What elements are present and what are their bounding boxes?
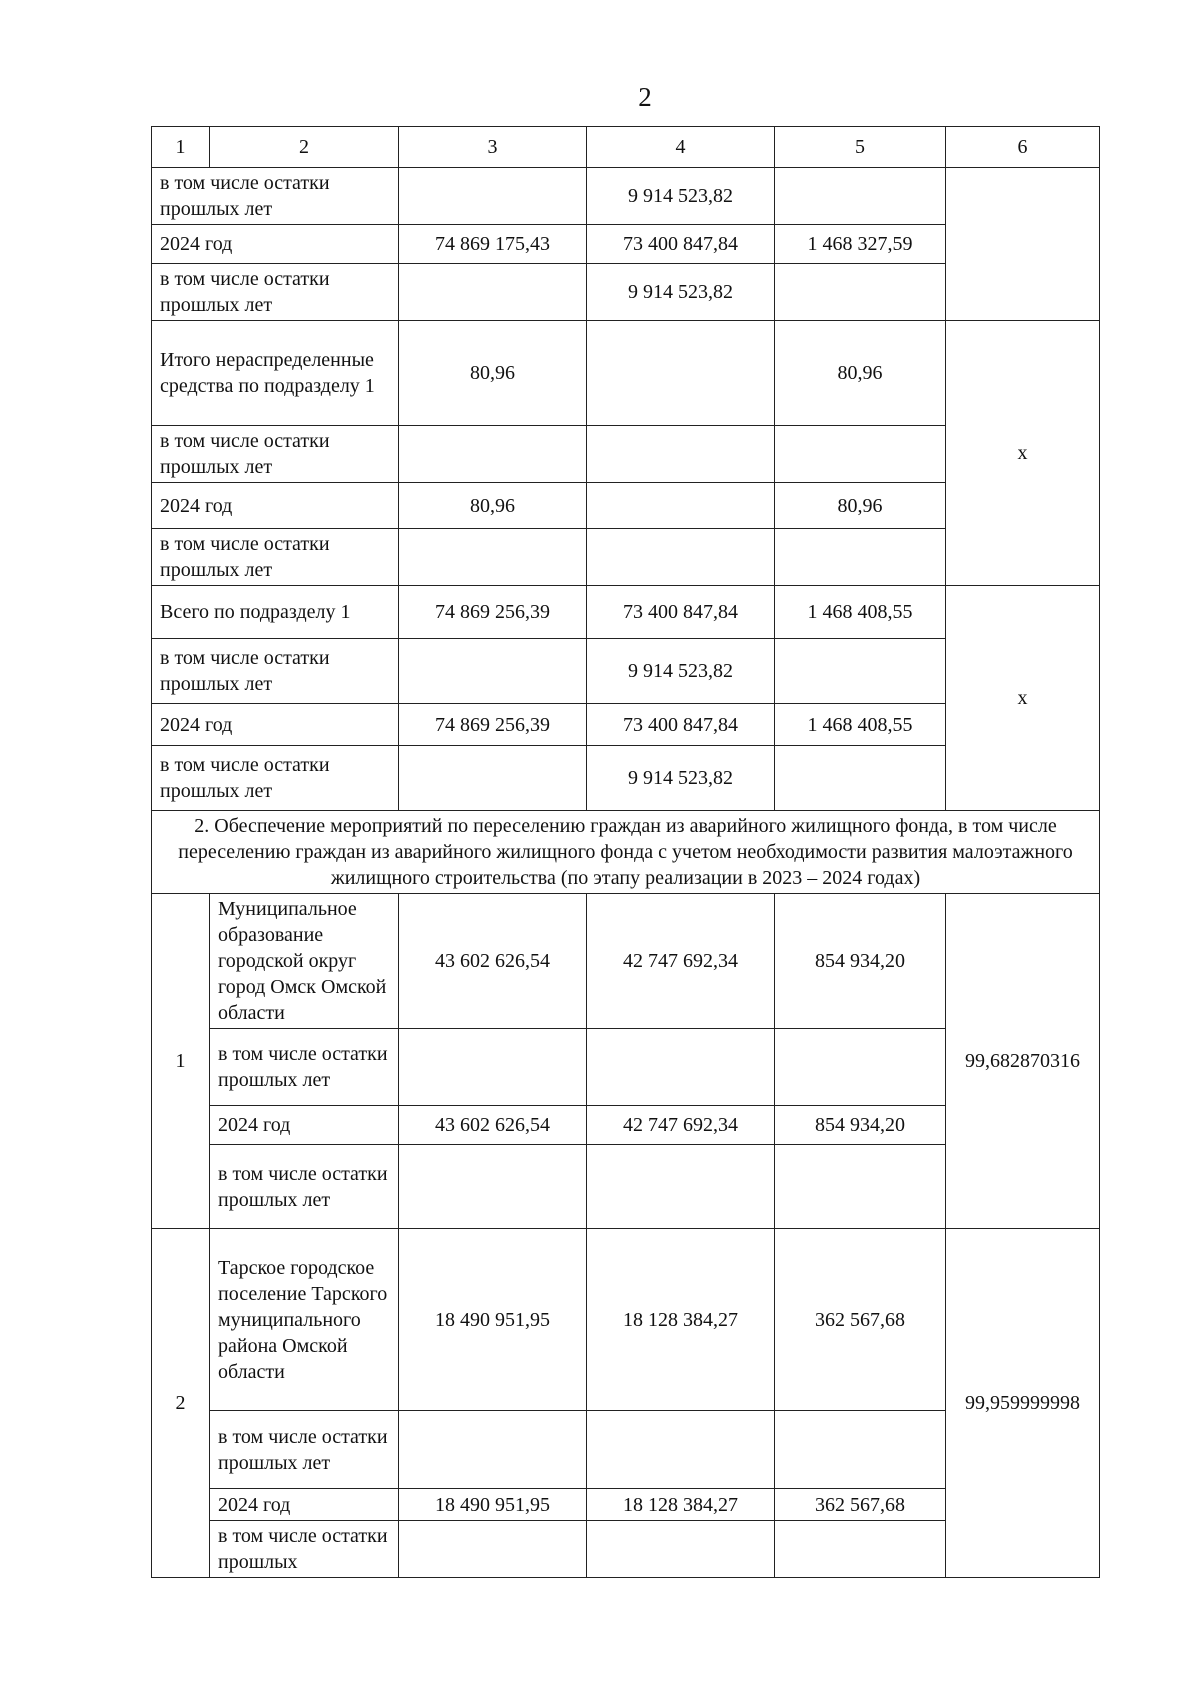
cell-col3 — [399, 1411, 587, 1489]
cell-col3: 80,96 — [399, 483, 587, 529]
cell-col5: 1 468 408,55 — [775, 704, 946, 746]
cell-col3: 74 869 256,39 — [399, 586, 587, 639]
row-label: 2024 год — [152, 483, 399, 529]
header-cell-4: 4 — [587, 127, 775, 168]
header-cell-2: 2 — [210, 127, 399, 168]
cell-col4 — [587, 321, 775, 426]
cell-col5 — [775, 168, 946, 225]
cell-col4: 42 747 692,34 — [587, 1106, 775, 1145]
cell-col6-mark: x — [946, 586, 1100, 811]
cell-col3 — [399, 1521, 587, 1578]
cell-col4 — [587, 426, 775, 483]
cell-col5: 362 567,68 — [775, 1489, 946, 1521]
cell-col5 — [775, 1411, 946, 1489]
row-label: в том числе остатки прошлых — [210, 1521, 399, 1578]
cell-col6-percent: 99,682870316 — [946, 894, 1100, 1229]
cell-col3 — [399, 639, 587, 704]
cell-col4 — [587, 529, 775, 586]
page-number: 2 — [638, 82, 652, 112]
cell-col5: 362 567,68 — [775, 1229, 946, 1411]
cell-col4: 73 400 847,84 — [587, 225, 775, 264]
cell-col4 — [587, 1521, 775, 1578]
row-label: 2024 год — [210, 1489, 399, 1521]
header-cell-5: 5 — [775, 127, 946, 168]
cell-col3: 80,96 — [399, 321, 587, 426]
row-label: Тарское городское поселение Тарского муниципального района Омской области — [210, 1229, 399, 1411]
cell-col4: 18 128 384,27 — [587, 1229, 775, 1411]
cell-col4 — [587, 1029, 775, 1106]
cell-col5 — [775, 529, 946, 586]
cell-col6-percent: 99,959999998 — [946, 1229, 1100, 1578]
row-label: в том числе остатки прошлых лет — [152, 529, 399, 586]
cell-col5: 80,96 — [775, 483, 946, 529]
row-label: Итого нераспределенные средства по подразделу 1 — [152, 321, 399, 426]
table-row — [152, 894, 1100, 1029]
row-label: в том числе остатки прошлых лет — [152, 426, 399, 483]
table-row — [152, 321, 1100, 426]
cell-col3: 18 490 951,95 — [399, 1489, 587, 1521]
cell-col4: 9 914 523,82 — [587, 264, 775, 321]
cell-col3 — [399, 529, 587, 586]
cell-col4: 73 400 847,84 — [587, 586, 775, 639]
row-label: Всего по подразделу 1 — [152, 586, 399, 639]
row-label: в том числе остатки прошлых лет — [210, 1145, 399, 1229]
cell-col5 — [775, 1029, 946, 1106]
row-label: в том числе остатки прошлых лет — [152, 639, 399, 704]
cell-col4: 9 914 523,82 — [587, 168, 775, 225]
row-label: в том числе остатки прошлых лет — [152, 264, 399, 321]
cell-col5: 854 934,20 — [775, 1106, 946, 1145]
row-label: 2024 год — [152, 704, 399, 746]
row-label: 2024 год — [152, 225, 399, 264]
cell-col3 — [399, 168, 587, 225]
table-row — [152, 1229, 1100, 1411]
cell-col4: 9 914 523,82 — [587, 639, 775, 704]
header-row — [152, 127, 1100, 168]
cell-col5: 1 468 327,59 — [775, 225, 946, 264]
table-row — [152, 168, 1100, 225]
cell-col5 — [775, 264, 946, 321]
row-label: 2024 год — [210, 1106, 399, 1145]
cell-col5: 1 468 408,55 — [775, 586, 946, 639]
cell-col4: 9 914 523,82 — [587, 746, 775, 811]
cell-col3 — [399, 1145, 587, 1229]
section-title: 2. Обеспечение мероприятий по переселению граждан из аварийного жилищного фонда, в том числе переселению граждан из аварийного жилищного фонда с учетом необходимости развития малоэтажного жилищного строительства (по этапу реализации в 2023 – 2024 годах) — [152, 811, 1100, 894]
header-cell-6: 6 — [946, 127, 1100, 168]
cell-col5 — [775, 1521, 946, 1578]
header-cell-3: 3 — [399, 127, 587, 168]
cell-col5 — [775, 426, 946, 483]
row-label: Муниципальное образование городской округ город Омск Омской области — [210, 894, 399, 1029]
cell-col5: 854 934,20 — [775, 894, 946, 1029]
cell-col3 — [399, 746, 587, 811]
cell-col4: 73 400 847,84 — [587, 704, 775, 746]
entry-number: 2 — [152, 1229, 210, 1578]
cell-col3 — [399, 426, 587, 483]
cell-col4 — [587, 1145, 775, 1229]
cell-col3: 43 602 626,54 — [399, 1106, 587, 1145]
row-label: в том числе остатки прошлых лет — [152, 168, 399, 225]
cell-col3: 74 869 256,39 — [399, 704, 587, 746]
budget-table — [151, 126, 1100, 1578]
cell-col3: 74 869 175,43 — [399, 225, 587, 264]
cell-col3: 43 602 626,54 — [399, 894, 587, 1029]
table-row — [152, 586, 1100, 639]
cell-col5: 80,96 — [775, 321, 946, 426]
cell-col6-empty — [946, 168, 1100, 321]
cell-col3 — [399, 1029, 587, 1106]
header-cell-1: 1 — [152, 127, 210, 168]
cell-col4: 42 747 692,34 — [587, 894, 775, 1029]
row-label: в том числе остатки прошлых лет — [210, 1029, 399, 1106]
cell-col5 — [775, 1145, 946, 1229]
cell-col4: 18 128 384,27 — [587, 1489, 775, 1521]
entry-number: 1 — [152, 894, 210, 1229]
cell-col4 — [587, 1411, 775, 1489]
cell-col3: 18 490 951,95 — [399, 1229, 587, 1411]
cell-col6-mark: x — [946, 321, 1100, 586]
row-label: в том числе остатки прошлых лет — [152, 746, 399, 811]
cell-col5 — [775, 746, 946, 811]
cell-col5 — [775, 639, 946, 704]
cell-col3 — [399, 264, 587, 321]
section-row — [152, 811, 1100, 894]
cell-col4 — [587, 483, 775, 529]
row-label: в том числе остатки прошлых лет — [210, 1411, 399, 1489]
